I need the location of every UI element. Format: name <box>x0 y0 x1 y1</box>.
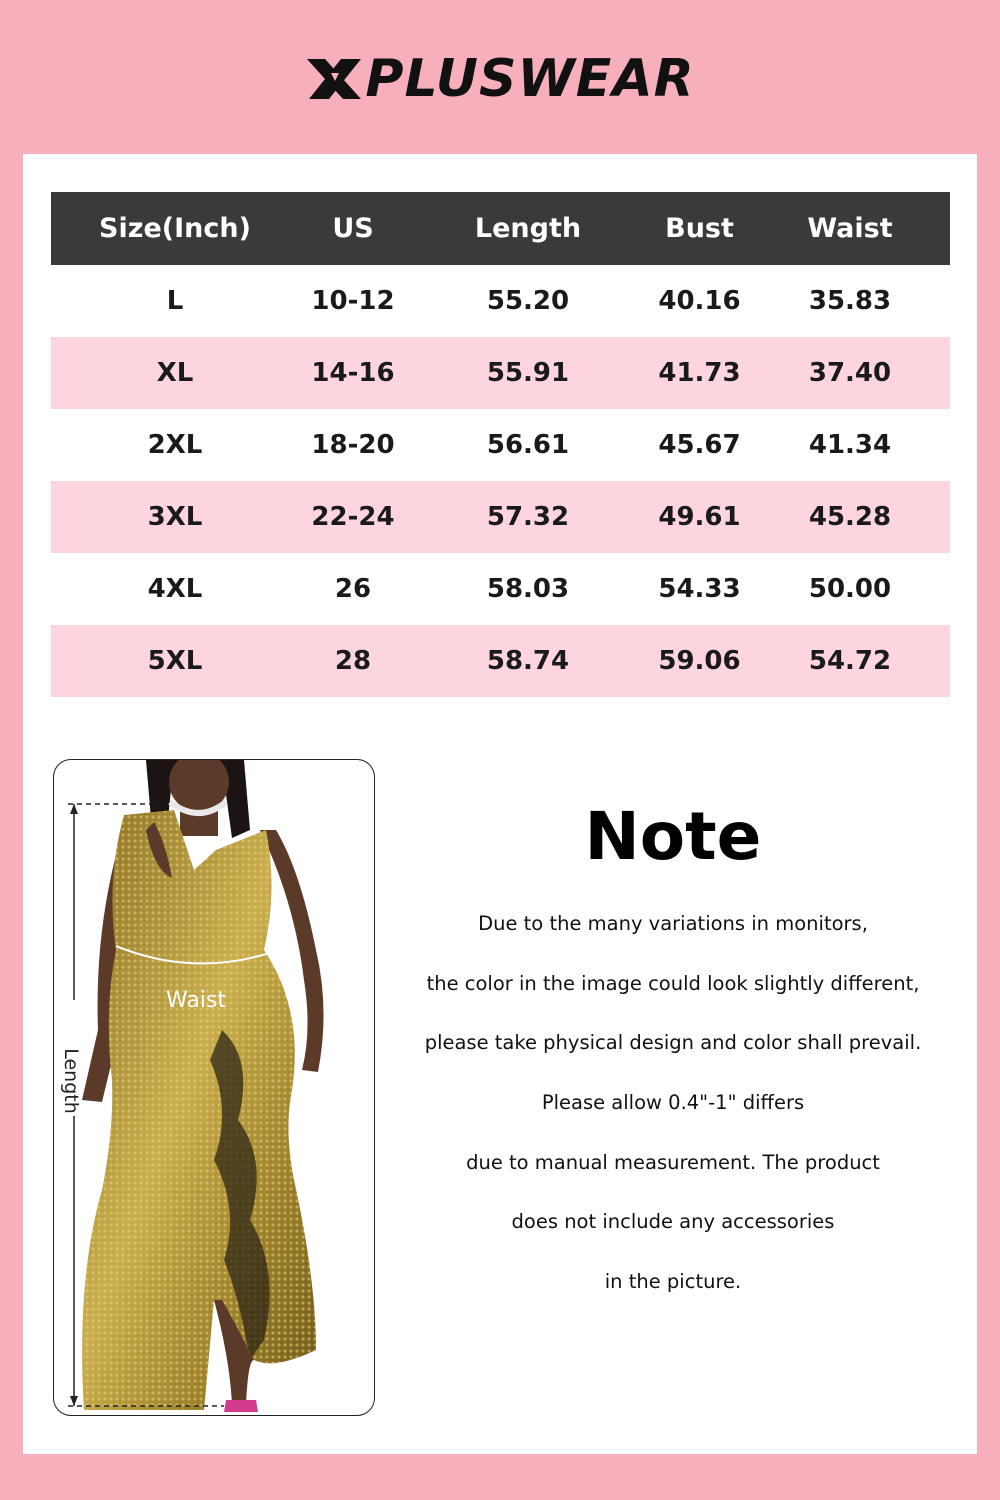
note-line: Due to the many variations in monitors, <box>478 912 868 935</box>
cell-bust: 49.61 <box>658 502 741 532</box>
cell-bust: 54.33 <box>658 574 741 604</box>
cell-length: 58.74 <box>486 646 570 676</box>
cell-us: 22-24 <box>311 502 395 532</box>
cell-size: 4XL <box>147 574 203 604</box>
note-line: does not include any accessories <box>511 1210 835 1234</box>
cell-waist: 50.00 <box>808 574 892 604</box>
note-title: Note <box>584 798 762 875</box>
cell-waist: 37.40 <box>808 358 892 388</box>
table-row <box>51 481 950 553</box>
cell-waist: 35.83 <box>808 286 892 316</box>
cell-size: L <box>166 286 184 316</box>
cell-waist: 45.28 <box>808 502 892 532</box>
table-header <box>51 192 950 265</box>
cell-length: 57.32 <box>486 502 570 532</box>
waist-label: Waist <box>166 988 227 1013</box>
cell-us: 28 <box>334 646 372 676</box>
brand-logo <box>0 48 1000 110</box>
cell-us: 10-12 <box>311 286 395 316</box>
cell-waist: 54.72 <box>808 646 892 676</box>
cell-length: 55.20 <box>486 286 570 316</box>
cell-waist: 41.34 <box>808 430 892 460</box>
cell-bust: 40.16 <box>658 286 741 316</box>
cell-us: 26 <box>334 574 372 604</box>
cell-size: 5XL <box>147 646 203 676</box>
note-text <box>395 914 951 1332</box>
note-line: in the picture. <box>604 1270 742 1294</box>
table-row <box>51 625 950 697</box>
length-label: Length <box>59 1048 82 1114</box>
note-line: Please allow 0.4"-1" differs <box>541 1091 805 1115</box>
size-chart-table <box>51 192 950 697</box>
header-size: Size(Inch) <box>99 213 251 244</box>
content-card <box>23 154 977 1454</box>
cell-bust: 41.73 <box>658 358 741 388</box>
table-row <box>51 409 950 481</box>
cell-size: 2XL <box>147 430 203 460</box>
cell-bust: 59.06 <box>658 646 741 676</box>
header-bust: Bust <box>665 213 734 244</box>
table-row <box>51 553 950 625</box>
brand-name: PLUSWEAR <box>365 49 695 109</box>
cell-size: 3XL <box>147 502 203 532</box>
table-row <box>51 337 950 409</box>
cell-bust: 45.67 <box>658 430 741 460</box>
header-us: US <box>332 213 374 244</box>
cell-us: 18-20 <box>311 430 395 460</box>
product-photo <box>53 759 375 1416</box>
table-row <box>51 265 950 337</box>
header-length: Length <box>474 213 582 244</box>
note-line: please take physical design and color shall prevail. <box>424 1031 922 1055</box>
cell-us: 14-16 <box>311 358 395 388</box>
note-line: due to manual measurement. The product <box>466 1150 880 1174</box>
cell-length: 58.03 <box>486 574 570 604</box>
header-waist: Waist <box>807 213 893 244</box>
cell-length: 55.91 <box>486 358 570 388</box>
note-line: the color in the image could look slightly different, <box>426 971 920 995</box>
cell-size: XL <box>156 358 194 388</box>
cell-length: 56.61 <box>486 430 570 460</box>
x-logo-icon <box>305 57 363 101</box>
dress-illustration <box>54 760 374 1415</box>
